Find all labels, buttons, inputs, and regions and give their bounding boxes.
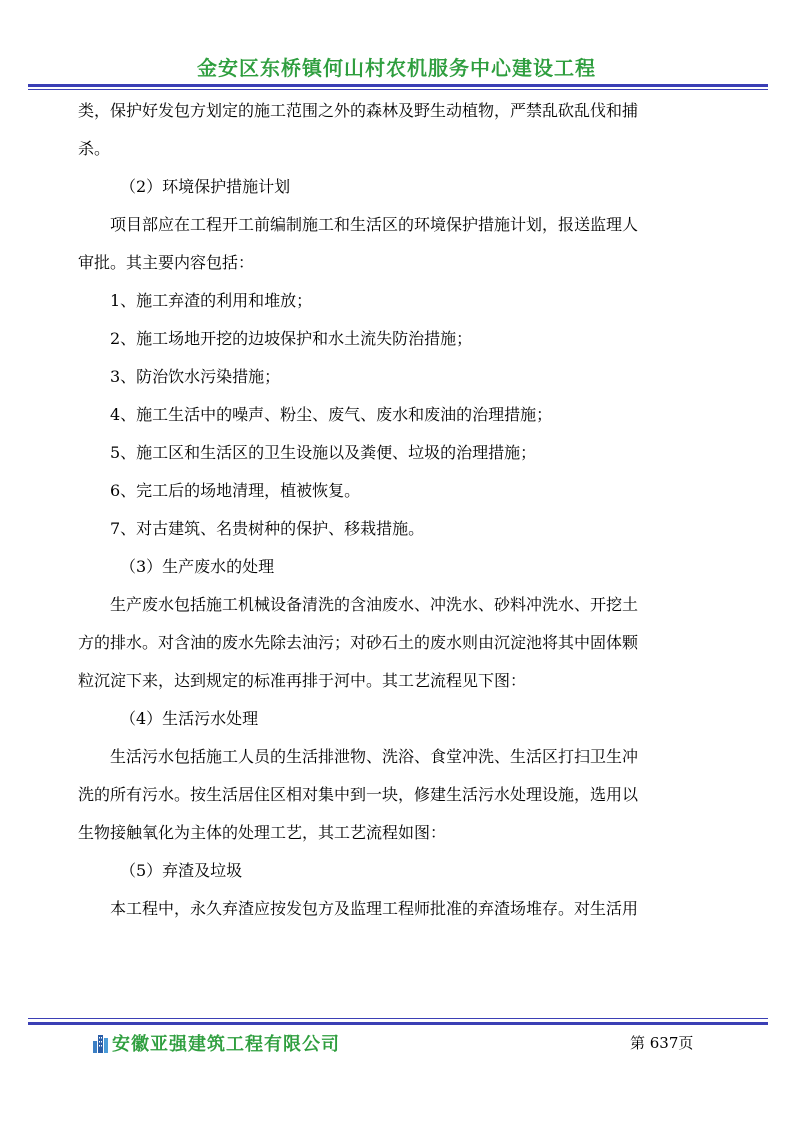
document-title: 金安区东桥镇何山村农机服务中心建设工程	[197, 56, 596, 80]
paragraph-line: 粒沉淀下来，达到规定的标准再排于河中。其工艺流程见下图：	[78, 671, 527, 690]
paragraph-line: 生物接触氧化为主体的处理工艺，其工艺流程如图：	[78, 823, 447, 842]
list-item: 3、防治饮水污染措施；	[110, 367, 281, 386]
list-item: 6、完工后的场地清理，植被恢复。	[110, 481, 361, 500]
section-heading: （2）环境保护措施计划	[120, 177, 291, 196]
paragraph-line: 洗的所有污水。按生活居住区相对集中到一块，修建生活污水处理设施，选用以	[78, 785, 639, 804]
paragraph-line: 审批。其主要内容包括：	[78, 253, 255, 272]
header-rule-thick	[28, 84, 768, 87]
list-item: 4、施工生活中的噪声、粉尘、废气、废水和废油的治理措施；	[110, 405, 553, 424]
page-number: 第 637页	[630, 1034, 694, 1052]
document-body	[78, 92, 718, 928]
footer-company-name: 安徽亚强建筑工程有限公司	[112, 1034, 340, 1055]
paragraph-line: 杀。	[78, 139, 111, 158]
paragraph-line: 类，保护好发包方划定的施工范围之外的森林及野生动植物，严禁乱砍乱伐和捕	[78, 101, 639, 120]
footer-rule-thick	[28, 1022, 768, 1025]
paragraph-line: 方的排水。对含油的废水先除去油污；对砂石土的废水则由沉淀池将其中固体颗	[78, 633, 639, 652]
list-item: 7、对古建筑、名贵树种的保护、移栽措施。	[110, 519, 425, 538]
paragraph-line: 生活污水包括施工人员的生活排泄物、洗浴、食堂冲洗、生活区打扫卫生冲	[110, 747, 639, 766]
list-item: 2、施工场地开挖的边坡保护和水土流失防治措施；	[110, 329, 473, 348]
section-heading: （4）生活污水处理	[120, 709, 259, 728]
header-rule-thin	[28, 89, 768, 90]
footer-rule-thin	[28, 1018, 768, 1019]
list-item: 1、施工弃渣的利用和堆放；	[110, 291, 313, 310]
section-heading: （3）生产废水的处理	[120, 557, 275, 576]
paragraph-line: 生产废水包括施工机械设备清洗的含油废水、冲洗水、砂料冲洗水、开挖土	[110, 595, 639, 614]
building-logo-icon	[92, 1033, 110, 1053]
paragraph-line: 本工程中，永久弃渣应按发包方及监理工程师批准的弃渣场堆存。对生活用	[110, 899, 639, 918]
section-heading: （5）弃渣及垃圾	[120, 861, 243, 880]
list-item: 5、施工区和生活区的卫生设施以及粪便、垃圾的治理措施；	[110, 443, 537, 462]
paragraph-line: 项目部应在工程开工前编制施工和生活区的环境保护措施计划，报送监理人	[110, 215, 639, 234]
